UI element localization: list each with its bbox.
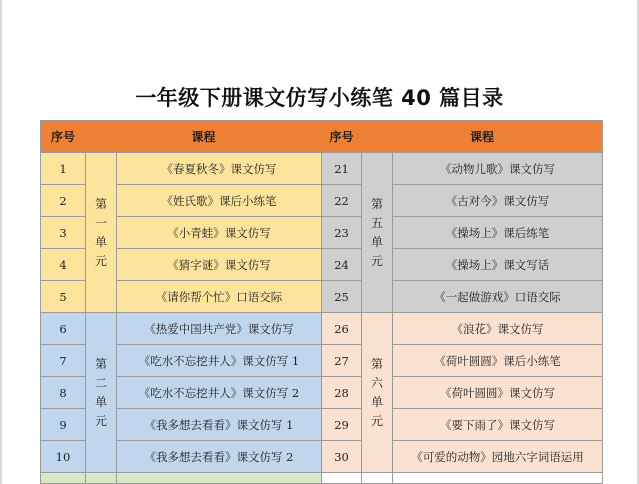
- row-number: 28: [322, 377, 362, 409]
- table-row: [41, 217, 603, 249]
- table-row: [41, 377, 603, 409]
- lesson-link[interactable]: 《操场上》课文写话: [393, 249, 603, 281]
- lesson-link[interactable]: 《热爱中国共产党》课文仿写: [117, 313, 322, 345]
- lesson-link[interactable]: 《吃水不忘挖井人》课文仿写 1: [117, 345, 322, 377]
- lesson-link[interactable]: 《猜字谜》课文仿写: [117, 249, 322, 281]
- row-number-partial: [322, 473, 362, 484]
- row-number: 29: [322, 409, 362, 441]
- row-number: 2: [41, 185, 86, 217]
- row-number: 30: [322, 441, 362, 473]
- row-number: 22: [322, 185, 362, 217]
- row-number: 10: [41, 441, 86, 473]
- table-row: [41, 281, 603, 313]
- lesson-link[interactable]: 《古对今》课文仿写: [393, 185, 603, 217]
- header-no-left: 序号: [41, 121, 86, 153]
- row-number: 3: [41, 217, 86, 249]
- row-number: 8: [41, 377, 86, 409]
- row-number: 4: [41, 249, 86, 281]
- row-number: 9: [41, 409, 86, 441]
- page-title: 一年级下册课文仿写小练笔 40 篇目录: [135, 86, 504, 110]
- table-row: [41, 153, 603, 185]
- table-row: [41, 441, 603, 473]
- lesson-link[interactable]: 《一起做游戏》口语交际: [393, 281, 603, 313]
- lesson-link[interactable]: 《荷叶圆圆》课文仿写: [393, 377, 603, 409]
- unit-label-right: 第五单元: [362, 153, 393, 313]
- row-number: 21: [322, 153, 362, 185]
- table-row: [41, 345, 603, 377]
- header-no-right: 序号: [322, 121, 362, 153]
- unit-label-partial: [86, 473, 117, 484]
- row-number: 6: [41, 313, 86, 345]
- unit-label-right: 第六单元: [362, 313, 393, 473]
- row-number: 26: [322, 313, 362, 345]
- row-number-partial: [41, 473, 86, 484]
- lesson-link[interactable]: 《请你帮个忙》口语交际: [117, 281, 322, 313]
- lesson-link[interactable]: 《我多想去看看》课文仿写 2: [117, 441, 322, 473]
- table-row: [41, 185, 603, 217]
- row-number: 1: [41, 153, 86, 185]
- toc-table: [40, 120, 603, 484]
- row-number: 5: [41, 281, 86, 313]
- lesson-link[interactable]: 《动物儿歌》课文仿写: [393, 153, 603, 185]
- header-course-left: 课程: [86, 121, 322, 153]
- table-row: [41, 409, 603, 441]
- header-course-right: 课程: [362, 121, 603, 153]
- lesson-link[interactable]: 《姓氏歌》课后小练笔: [117, 185, 322, 217]
- unit-label-left: 第二单元: [86, 313, 117, 473]
- table-row: [41, 249, 603, 281]
- unit-label-left: 第一单元: [86, 153, 117, 313]
- row-number: 7: [41, 345, 86, 377]
- lesson-link[interactable]: 《吃水不忘挖井人》课文仿写 2: [117, 377, 322, 409]
- row-number: 24: [322, 249, 362, 281]
- lesson-link[interactable]: 《浪花》课文仿写: [393, 313, 603, 345]
- page-edge-left: [0, 0, 2, 484]
- lesson-link[interactable]: 《要下雨了》课文仿写: [393, 409, 603, 441]
- lesson-link[interactable]: 《小青蛙》课文仿写: [117, 217, 322, 249]
- table-row: [41, 313, 603, 345]
- table-row-partial: [41, 473, 603, 484]
- lesson-link[interactable]: 《我多想去看看》课文仿写 1: [117, 409, 322, 441]
- lesson-partial: [393, 473, 603, 484]
- row-number: 27: [322, 345, 362, 377]
- lesson-partial: [117, 473, 322, 484]
- lesson-link[interactable]: 《可爱的动物》园地六字词语运用: [393, 441, 603, 473]
- lesson-link[interactable]: 《荷叶圆圆》课后小练笔: [393, 345, 603, 377]
- row-number: 25: [322, 281, 362, 313]
- unit-label-partial: [362, 473, 393, 484]
- header-row: [41, 121, 603, 153]
- lesson-link[interactable]: 《春夏秋冬》课文仿写: [117, 153, 322, 185]
- lesson-link[interactable]: 《操场上》课后练笔: [393, 217, 603, 249]
- row-number: 23: [322, 217, 362, 249]
